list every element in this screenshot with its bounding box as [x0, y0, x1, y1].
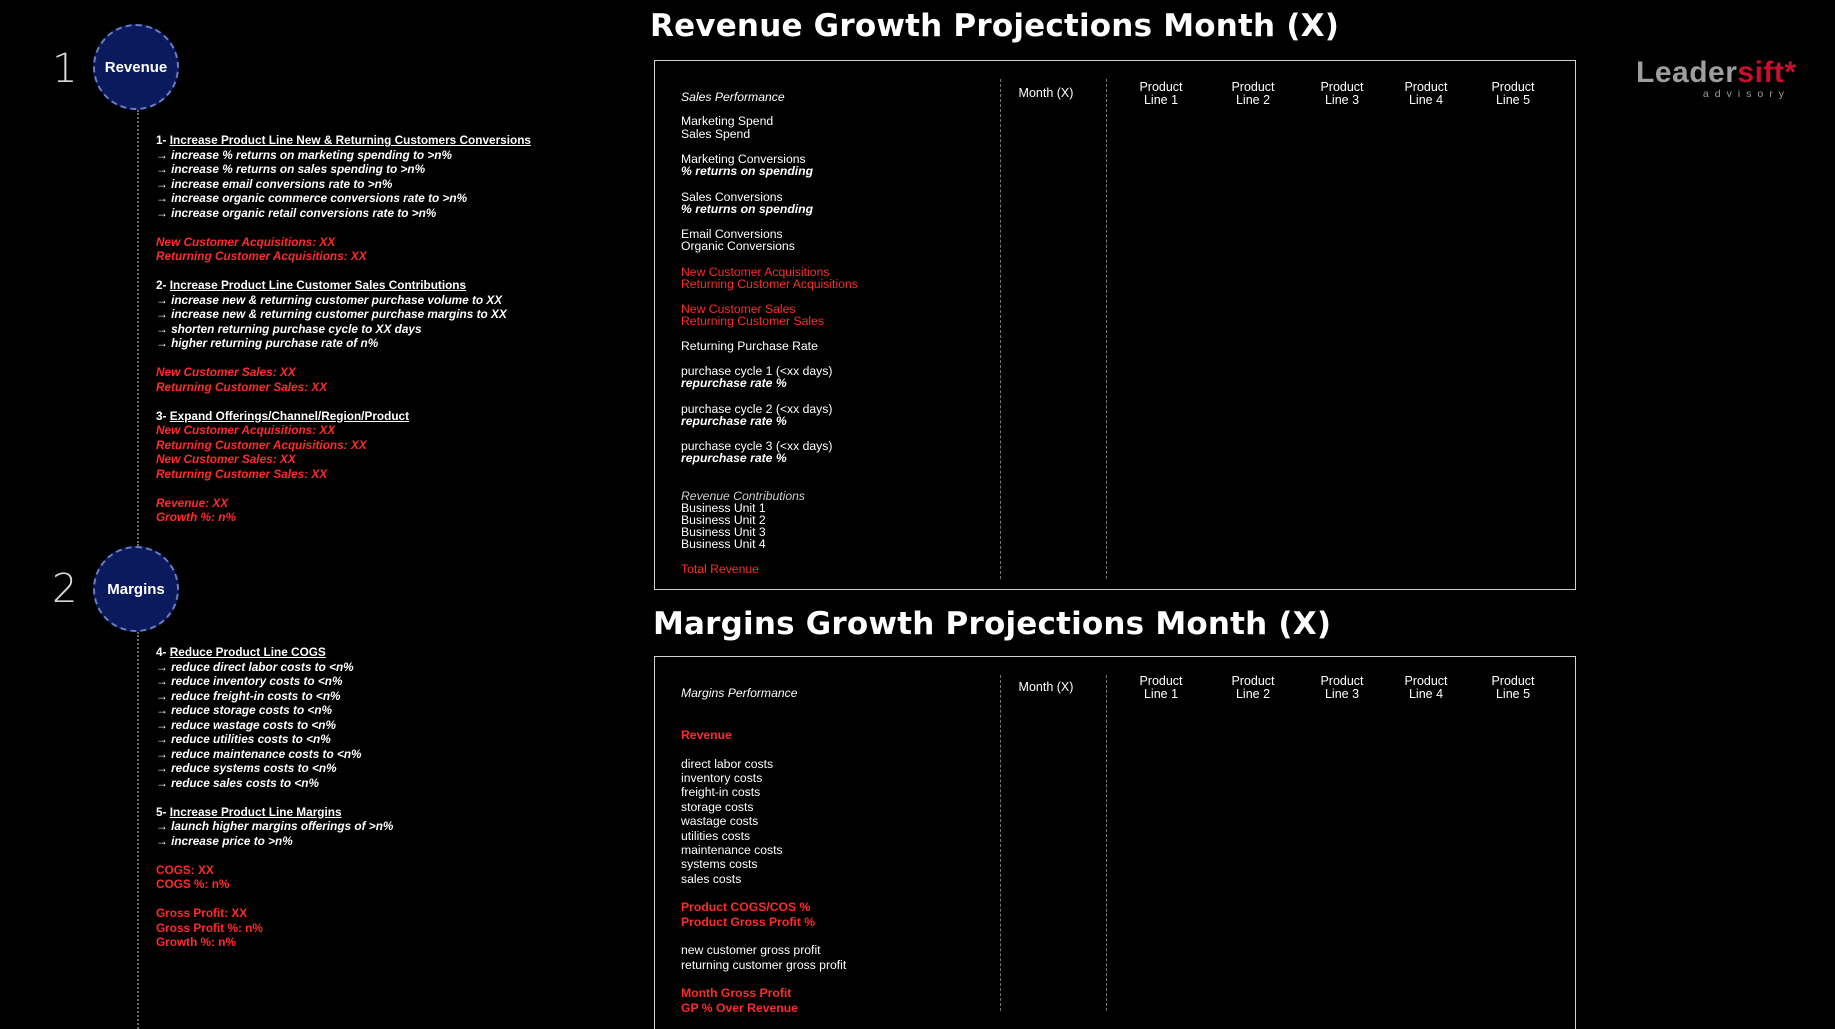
spacer: [156, 264, 531, 279]
initiative-line: [156, 307, 531, 322]
spacer: [156, 790, 393, 805]
revenue-timeline-line: [137, 110, 139, 546]
initiative-line: [156, 249, 531, 264]
month-column-header: Month (X): [1018, 86, 1074, 100]
table-row-label: Returning Customer Acquisitions: [681, 277, 858, 291]
spacer: [156, 220, 531, 235]
margins-timeline-line: [137, 632, 139, 1029]
table-row-label: repurchase rate %: [681, 451, 787, 465]
logo-text-sift: sift*: [1737, 56, 1797, 89]
line-text: Gross Profit %: n%: [156, 920, 263, 935]
line-text: 5-: [156, 804, 170, 819]
spacer: [156, 481, 531, 496]
initiative-line: [156, 365, 531, 380]
line-text: → increase new & returning customer purchase volume to XX: [156, 292, 503, 307]
line-text: COGS %: n%: [156, 877, 230, 891]
logo-text-leader: Leader: [1636, 56, 1738, 89]
revenue-section-label: Revenue: [104, 58, 168, 76]
line-text: 4-: [156, 645, 170, 659]
initiative-line: [156, 380, 531, 395]
initiative-heading: [156, 278, 531, 293]
initiative-title: Increase Product Line New & Returning Customers Conversions: [169, 133, 531, 147]
table-row-label: Returning Purchase Rate: [681, 339, 818, 353]
table-row-label: direct labor costs: [681, 757, 774, 771]
table-row-label: Marketing Conversions: [681, 152, 806, 166]
table-row-label: repurchase rate %: [681, 414, 787, 428]
table-row-label: Revenue Contributions: [681, 489, 805, 503]
table-row-label: Business Unit 2: [681, 513, 766, 527]
product-line-column-header: Product Line 5: [1491, 674, 1535, 701]
logo-subtitle: advisory: [1702, 88, 1790, 100]
line-text: Gross Profit: XX: [156, 906, 248, 920]
line-text: → reduce direct labor costs to <n%: [156, 659, 354, 674]
table-row-label: Product Gross Profit %: [681, 915, 816, 929]
initiative-line: [156, 322, 531, 337]
initiative-line: [156, 660, 393, 675]
initiative-line: [156, 747, 393, 762]
table-row-label: inventory costs: [681, 771, 763, 785]
line-text: → shorten returning purchase cycle to XX days: [156, 321, 422, 336]
table-row-label: Sales Conversions: [681, 190, 783, 204]
table-row-label: freight-in costs: [681, 785, 761, 799]
initiative-line: [156, 452, 531, 467]
table-row-label: Email Conversions: [681, 227, 783, 241]
revenue-projections-table: [654, 60, 1576, 590]
margins-projections-table: [654, 656, 1576, 1029]
initiative-line: [156, 877, 393, 892]
initiative-heading: [156, 645, 393, 660]
table-row-label: purchase cycle 2 (<xx days): [681, 402, 833, 416]
initiative-line: [156, 761, 393, 776]
line-text: Returning Customer Acquisitions: XX: [156, 249, 367, 263]
column-divider: [1106, 79, 1107, 579]
line-text: → reduce wastage costs to <n%: [156, 717, 336, 732]
table-row-label: purchase cycle 1 (<xx days): [681, 364, 833, 378]
line-text: → reduce freight-in costs to <n%: [156, 688, 341, 703]
table-row-label: sales costs: [681, 872, 742, 886]
line-text: Returning Customer Sales: XX: [156, 379, 328, 394]
margins-section-badge: [93, 546, 179, 632]
line-text: Returning Customer Sales: XX: [156, 466, 328, 481]
revenue-initiatives-list: [156, 133, 531, 525]
product-line-column-header: Product Line 4: [1404, 80, 1448, 107]
line-text: COGS: XX: [156, 862, 214, 877]
table-row-label: Sales Performance: [681, 90, 785, 104]
table-row-label: Total Revenue: [681, 562, 759, 576]
initiative-line: [156, 921, 393, 936]
line-text: Growth %: n%: [156, 935, 236, 949]
column-divider: [1106, 675, 1107, 1011]
initiative-line: [156, 191, 531, 206]
product-line-column-header: Product Line 3: [1320, 674, 1364, 701]
line-text: → reduce sales costs to <n%: [156, 775, 319, 790]
table-row-label: Product COGS/COS %: [681, 900, 811, 914]
table-row-label: Month Gross Profit: [681, 986, 792, 1000]
revenue-section-badge: [93, 24, 179, 110]
line-text: Revenue: XX: [156, 495, 229, 510]
table-row-label: Sales Spend: [681, 127, 751, 141]
initiative-heading: [156, 805, 393, 820]
initiative-line: [156, 423, 531, 438]
month-column-header: Month (X): [1018, 680, 1074, 694]
line-text: → reduce systems costs to <n%: [156, 761, 337, 775]
table-row-label: Business Unit 1: [681, 501, 766, 515]
table-row-label: Business Unit 4: [681, 537, 766, 551]
line-text: New Customer Sales: XX: [156, 452, 296, 466]
table-row-label: Organic Conversions: [681, 239, 795, 253]
line-text: → reduce maintenance costs to <n%: [156, 746, 362, 761]
section-number-margins: 2: [52, 566, 78, 612]
initiative-title: Increase Product Line Margins: [169, 804, 342, 819]
spacer: [156, 394, 531, 409]
line-text: Growth %: n%: [156, 510, 236, 524]
initiative-line: [156, 467, 531, 482]
initiative-line: [156, 496, 531, 511]
table-row-label: New Customer Sales: [681, 302, 796, 316]
product-line-column-header: Product Line 2: [1231, 674, 1275, 701]
product-line-column-header: Product Line 4: [1404, 674, 1448, 701]
section-number-revenue: 1: [52, 46, 78, 92]
initiative-line: [156, 177, 531, 192]
table-row-label: systems costs: [681, 857, 758, 871]
line-text: → increase % returns on sales spending to >n%: [156, 162, 426, 176]
initiative-line: [156, 718, 393, 733]
product-line-column-header: Product Line 3: [1320, 80, 1364, 107]
margins-section-label: Margins: [107, 580, 165, 598]
line-text: Returning Customer Acquisitions: XX: [156, 437, 367, 452]
table-row-label: Revenue: [681, 728, 732, 742]
leadersift-logo: [1636, 56, 1796, 100]
initiative-heading: [156, 409, 531, 424]
product-line-column-header: Product Line 2: [1231, 80, 1275, 107]
initiative-line: [156, 819, 393, 834]
line-text: 1-: [156, 133, 170, 147]
table-row-label: utilities costs: [681, 829, 751, 843]
initiative-line: [156, 674, 393, 689]
table-row-label: % returns on spending: [681, 202, 814, 216]
line-text: New Customer Acquisitions: XX: [156, 234, 336, 249]
table-row-label: repurchase rate %: [681, 376, 787, 390]
revenue-table-title: Revenue Growth Projections Month (X): [650, 8, 1340, 44]
initiative-line: [156, 438, 531, 453]
line-text: → launch higher margins offerings of >n%: [156, 819, 394, 833]
initiative-line: [156, 834, 393, 849]
product-line-column-header: Product Line 1: [1139, 674, 1183, 701]
line-text: 3-: [156, 408, 170, 423]
table-row-label: Marketing Spend: [681, 114, 774, 128]
table-row-label: purchase cycle 3 (<xx days): [681, 439, 833, 453]
line-text: → increase organic commerce conversions rate to >n%: [156, 191, 468, 205]
margins-initiatives-list: [156, 645, 393, 950]
line-text: → increase new & returning customer purchase margins to XX: [156, 307, 507, 321]
line-text: New Customer Acquisitions: XX: [156, 423, 336, 437]
line-text: → higher returning purchase rate of n%: [156, 336, 379, 350]
line-text: → reduce inventory costs to <n%: [156, 674, 343, 688]
spacer: [156, 892, 393, 907]
initiative-line: [156, 206, 531, 221]
table-row-label: New Customer Acquisitions: [681, 265, 830, 279]
initiative-line: [156, 732, 393, 747]
line-text: → reduce utilities costs to <n%: [156, 732, 331, 746]
initiative-line: [156, 148, 531, 163]
initiative-line: [156, 235, 531, 250]
initiative-line: [156, 689, 393, 704]
initiative-line: [156, 776, 393, 791]
initiative-title: Reduce Product Line COGS: [169, 645, 326, 659]
product-line-column-header: Product Line 1: [1139, 80, 1183, 107]
table-row-label: % returns on spending: [681, 164, 814, 178]
column-divider: [1000, 675, 1001, 1011]
initiative-title: Increase Product Line Customer Sales Contributions: [169, 278, 467, 292]
line-text: 2-: [156, 278, 170, 292]
initiative-line: [156, 510, 531, 525]
line-text: New Customer Sales: XX: [156, 365, 296, 379]
initiative-title: Expand Offerings/Channel/Region/Product: [169, 408, 410, 423]
table-row-label: Business Unit 3: [681, 525, 766, 539]
line-text: → increase organic retail conversions rate to >n%: [156, 205, 437, 220]
table-row-label: maintenance costs: [681, 843, 783, 857]
table-row-label: Returning Customer Sales: [681, 314, 824, 328]
table-row-label: Margins Performance: [681, 686, 798, 700]
spacer: [156, 848, 393, 863]
line-text: → increase price to >n%: [156, 833, 293, 848]
initiative-line: [156, 863, 393, 878]
initiative-line: [156, 935, 393, 950]
table-row-label: GP % Over Revenue: [681, 1001, 798, 1015]
initiative-line: [156, 162, 531, 177]
table-row-label: wastage costs: [681, 814, 759, 828]
table-row-label: storage costs: [681, 800, 754, 814]
line-text: → increase email conversions rate to >n%: [156, 176, 393, 191]
table-row-label: returning customer gross profit: [681, 958, 847, 972]
initiative-line: [156, 906, 393, 921]
initiative-line: [156, 703, 393, 718]
initiative-heading: [156, 133, 531, 148]
margins-table-title: Margins Growth Projections Month (X): [653, 606, 1332, 642]
product-line-column-header: Product Line 5: [1491, 80, 1535, 107]
spacer: [156, 351, 531, 366]
line-text: → reduce storage costs to <n%: [156, 703, 333, 717]
column-divider: [1000, 79, 1001, 579]
line-text: → increase % returns on marketing spending to >n%: [156, 147, 452, 162]
initiative-line: [156, 293, 531, 308]
table-row-label: new customer gross profit: [681, 943, 821, 957]
initiative-line: [156, 336, 531, 351]
